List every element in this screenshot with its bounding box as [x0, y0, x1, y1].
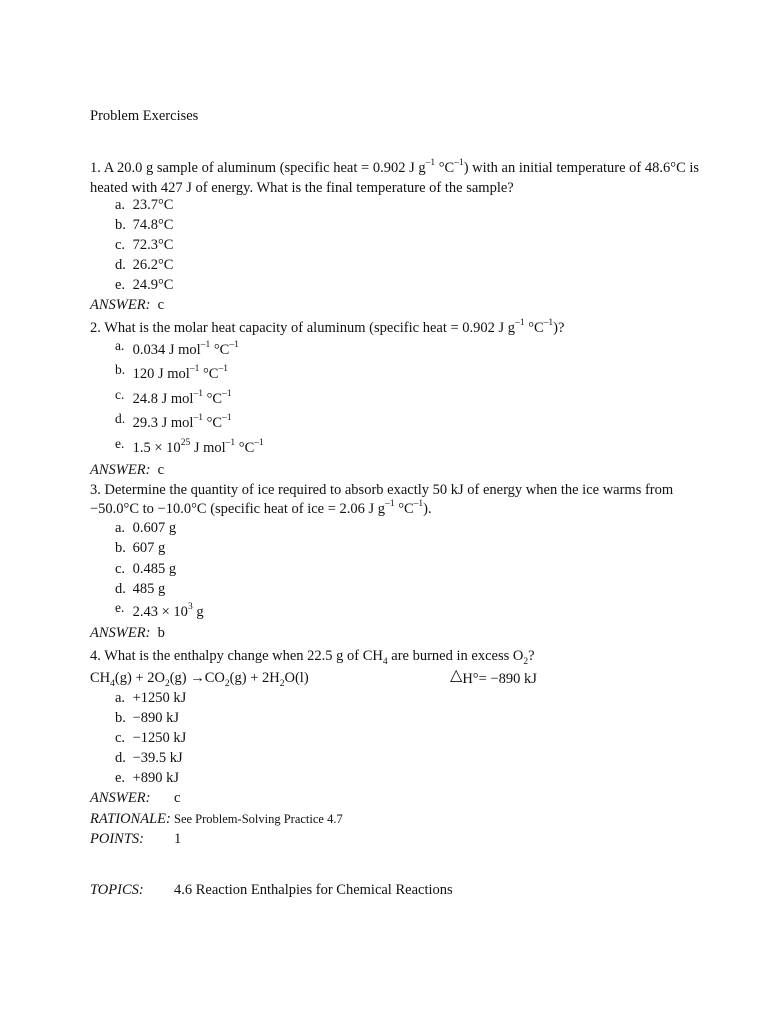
q1-choice-b: b. 74.8°C [115, 217, 174, 233]
q1-answer: ANSWER: c [90, 297, 165, 313]
q3-stem-line2: −50.0°C to −10.0°C (specific heat of ice = 2.06 J $g^{-1}$ $^\circ C^{-1}$). [90, 499, 432, 517]
q1-choice-d: d. 26.2°C [115, 257, 174, 273]
q4-choice-e: e. +890 kJ [115, 770, 180, 786]
q2-answer: ANSWER: c [90, 462, 165, 478]
q2-choice-d: d. 29.3 J mol$^{-1}$ $^\circ C^{-1}$ [115, 411, 232, 431]
q3-stem-line1: 3. Determine the quantity of ice required to absorb exactly 50 kJ of energy when the ice warms from [90, 482, 674, 498]
q4-choice-b: b. −890 kJ [115, 710, 180, 726]
q1-choice-c: c. 72.3°C [115, 237, 174, 253]
q3-choice-c: c. 0.485 g [115, 561, 177, 577]
q4-answer: ANSWER: c [90, 790, 181, 806]
q1-stem-line2: heated with 427 J of energy. What is the final temperature of the sample? [90, 180, 514, 196]
q3-choice-b: b. 607 g [115, 540, 166, 556]
q2-choice-e: e. $1.5 \times 10^{25}$ J mol$^{-1}$ $^\circ C^{-1}$ [115, 436, 264, 456]
q4-choice-a: a. +1250 kJ [115, 690, 187, 706]
q4-stem: 4. What is the enthalpy change when 22.5 g of $CH_4$ are burned in excess $O_2$? [90, 648, 535, 667]
q4-points: POINTS: 1 [90, 831, 182, 847]
q3-choice-d: d. 485 g [115, 581, 166, 597]
q1-choice-e: e. 24.9°C [115, 277, 174, 293]
q2-stem: 2. What is the molar heat capacity of aluminum (specific heat = 0.902 J $g^{-1}$ $^\circ C^{-1}$)? [90, 318, 565, 336]
q4-equation: $CH_4(g) + 2O_2(g) \to CO_2(g) + 2H_2O(l)$ [90, 670, 309, 689]
q3-answer: ANSWER: b [90, 625, 165, 641]
q4-rationale: RATIONALE: See Problem-Solving Practice 4.7 [90, 811, 343, 827]
q4-choice-c: c. −1250 kJ [115, 730, 187, 746]
q3-choice-e: e. $2.43 \times 10^3$ g [115, 600, 204, 620]
q1-stem-line1: 1. A 20.0 g sample of aluminum (specific heat = 0.902 J $g^{-1}$ $^\circ C^{-1}$) with an initial temperature of 48.6°C is [90, 158, 700, 176]
q2-choice-c: c. 24.8 J mol$^{-1}$ $^\circ C^{-1}$ [115, 387, 232, 407]
q2-choice-b: b. 120 J mol$^{-1}$ $^\circ C^{-1}$ [115, 362, 228, 382]
q4-enthalpy-value: △H°= −890 kJ [450, 667, 537, 687]
q4-topics: TOPICS: 4.6 Reaction Enthalpies for Chemical Reactions [90, 882, 453, 898]
reaction-arrow-icon: → [190, 670, 205, 686]
page-title: Problem Exercises [90, 108, 199, 124]
q4-choice-d: d. −39.5 kJ [115, 750, 183, 766]
q2-choice-a: a. 0.034 J mol$^{-1}$ $^\circ C^{-1}$ [115, 338, 239, 358]
q1-choice-a: a. 23.7°C [115, 197, 174, 213]
q3-choice-a: a. 0.607 g [115, 520, 177, 536]
delta-icon: △ [450, 667, 463, 684]
